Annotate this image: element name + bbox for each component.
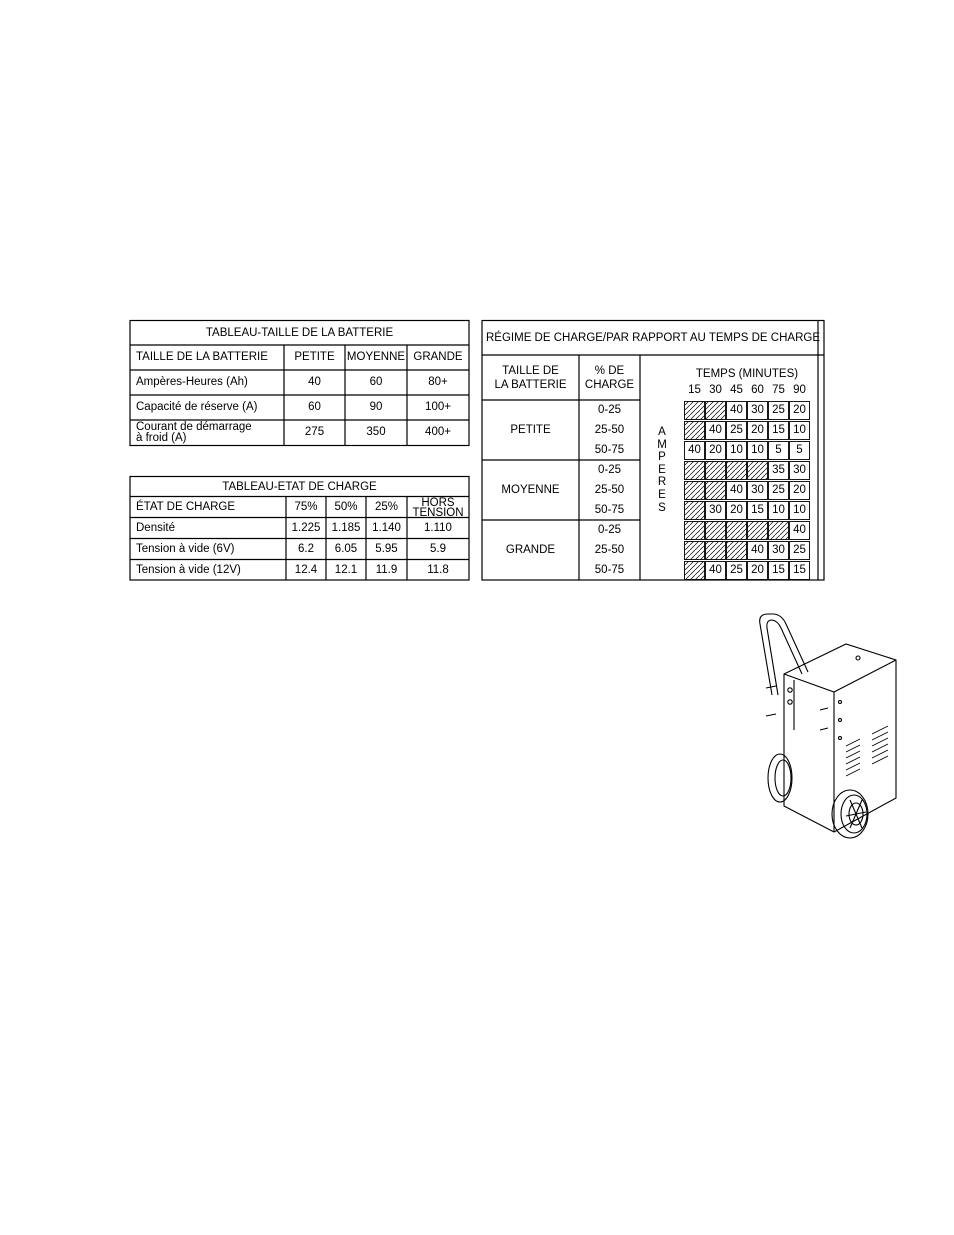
minute-label: 30 [709, 383, 722, 396]
pct-label: 25-50 [594, 483, 625, 496]
rate-value: 30 [772, 544, 785, 556]
charge-row-label: Tension à vide (12V) [136, 563, 241, 576]
rate-value: 40 [709, 424, 722, 436]
size-row-value: 100+ [425, 401, 451, 413]
rate-value: 25 [772, 404, 785, 416]
size-row-value: 60 [369, 376, 383, 388]
size-row-value: 275 [304, 426, 325, 438]
hatched-cell [706, 522, 726, 540]
rate-value: 10 [772, 504, 785, 516]
charge-row-value: 11.9 [375, 563, 398, 576]
rate-value: 15 [751, 504, 764, 516]
charge-table-header-75: 75% [294, 501, 318, 513]
rate-value: 20 [709, 444, 722, 456]
charge-row-value: 1.185 [331, 522, 361, 534]
hatched-cell [727, 462, 747, 480]
rate-value: 40 [751, 544, 764, 556]
size-row-label-line2: à froid (A) [136, 431, 187, 444]
minute-label: 90 [793, 383, 806, 396]
hatched-cell [685, 402, 705, 420]
rate-value: 10 [793, 504, 806, 516]
hatched-cell [685, 542, 705, 560]
size-table-title: TABLEAU-TAILLE DE LA BATTERIE [205, 326, 394, 339]
hatched-cell [685, 562, 705, 580]
size-table-header-size: TAILLE DE LA BATTERIE [136, 351, 268, 363]
minute-label: 45 [730, 383, 743, 396]
size-row-label-line1: Courant de démarrage [136, 420, 252, 433]
charge-row-value: 5.95 [375, 543, 398, 555]
rate-value: 20 [793, 484, 806, 496]
rate-header-pct-line1: % DE [594, 364, 625, 377]
minute-label: 60 [751, 383, 764, 396]
rate-value: 30 [793, 464, 806, 476]
pct-label: 0-25 [597, 403, 622, 416]
rate-table-title: RÉGIME DE CHARGE/PAR RAPPORT AU TEMPS DE CHARGE [486, 331, 820, 344]
rate-value: 10 [730, 444, 743, 456]
rate-header-pct-line2: CHARGE [584, 378, 635, 391]
rate-value: 15 [772, 564, 785, 576]
size-row-value: 350 [366, 426, 386, 438]
hatched-cell [706, 542, 726, 560]
rate-value: 5 [796, 444, 803, 456]
hatched-cell [685, 422, 705, 440]
rate-value: 30 [751, 404, 764, 416]
rate-value: 30 [751, 484, 764, 496]
charge-row-value: 1.110 [424, 522, 452, 534]
hatched-cell [685, 462, 705, 480]
hatched-cell [727, 542, 747, 560]
hatched-cell [769, 522, 789, 540]
pct-label: 50-75 [594, 563, 625, 576]
size-row-value: 400+ [425, 426, 451, 438]
rate-header-size-line2: LA BATTERIE [494, 378, 567, 391]
charge-row-value: 11.8 [427, 563, 449, 576]
hatched-cell [748, 522, 768, 540]
charge-row-value: 12.1 [334, 563, 358, 576]
rate-group-large: GRANDE [505, 543, 556, 556]
charge-table-header-50: 50% [334, 501, 358, 513]
rate-value: 15 [772, 424, 785, 436]
size-table-header-medium: MOYENNE [346, 351, 406, 363]
minute-label: 75 [772, 383, 785, 396]
rate-value: 10 [751, 444, 764, 456]
rate-value: 5 [775, 444, 782, 456]
charge-row-value: 1.140 [372, 522, 401, 534]
rate-header-size-line1: TAILLE DE [502, 364, 559, 377]
hatched-cell [685, 502, 705, 520]
pct-label: 25-50 [594, 543, 625, 556]
amperes-vertical-label: A M P E R E S [657, 426, 667, 514]
size-table-header-large: GRANDE [413, 351, 463, 363]
size-row-value: 80+ [428, 376, 448, 388]
charge-row-value: 12.4 [294, 563, 318, 576]
rate-value: 40 [688, 444, 701, 456]
rate-value: 20 [751, 424, 764, 436]
hatched-cell [706, 482, 726, 500]
rate-value: 40 [730, 404, 743, 416]
charge-table-header-off-line1: HORS [421, 496, 455, 509]
charge-row-label: Densité [136, 522, 175, 534]
charge-row-label: Tension à vide (6V) [136, 543, 235, 555]
hatched-cell [706, 462, 726, 480]
hatched-cell [685, 522, 705, 540]
rate-table-time-title: TEMPS (MINUTES) [695, 367, 799, 380]
charge-row-value: 5.9 [430, 543, 446, 555]
size-row-label: Ampères-Heures (Ah) [136, 376, 248, 388]
size-row-value: 90 [369, 401, 383, 413]
charge-row-value: 1.225 [291, 522, 321, 534]
charge-table-header-off [407, 497, 469, 518]
size-table-header-small: PETITE [294, 351, 335, 363]
size-row-label: Capacité de réserve (A) [136, 401, 258, 413]
pct-label: 0-25 [597, 463, 622, 476]
rate-value: 20 [730, 504, 743, 516]
battery-charger-cart-icon [750, 610, 900, 845]
charge-row-value: 6.2 [298, 543, 314, 555]
size-row-value: 60 [308, 401, 321, 413]
rate-value: 25 [772, 484, 785, 496]
charge-table-title: TABLEAU-ETAT DE CHARGE [222, 480, 377, 493]
charge-table-header-state: ÉTAT DE CHARGE [136, 501, 236, 513]
rate-table-header-size [482, 355, 579, 400]
pct-label: 0-25 [597, 523, 622, 536]
rate-value: 25 [730, 424, 743, 436]
rate-value: 25 [730, 564, 743, 576]
minute-label: 15 [688, 383, 701, 396]
rate-table-header-pct [579, 355, 640, 400]
rate-value: 10 [793, 424, 806, 436]
rate-group-medium: MOYENNE [501, 483, 560, 496]
charge-row-value: 6.05 [334, 543, 358, 555]
size-row-value: 40 [308, 376, 321, 388]
hatched-cell [706, 402, 726, 420]
hatched-cell [748, 462, 768, 480]
rate-value: 20 [751, 564, 764, 576]
rate-value: 25 [793, 544, 806, 556]
rate-value: 20 [793, 404, 806, 416]
rate-value: 40 [709, 564, 722, 576]
rate-value: 15 [793, 564, 806, 576]
charge-table-header-25: 25% [374, 501, 399, 513]
size-row-label [130, 420, 284, 445]
pct-label: 50-75 [594, 503, 625, 516]
rate-value: 30 [709, 504, 722, 516]
hatched-cell [685, 482, 705, 500]
rate-group-small: PETITE [510, 423, 551, 436]
rate-value: 40 [793, 524, 806, 536]
pct-label: 25-50 [594, 423, 625, 436]
hatched-cell [727, 522, 747, 540]
pct-label: 50-75 [594, 443, 625, 456]
charge-table-header-off-line2: TENSION [412, 506, 464, 519]
rate-value: 35 [772, 464, 785, 476]
rate-value: 40 [730, 484, 743, 496]
